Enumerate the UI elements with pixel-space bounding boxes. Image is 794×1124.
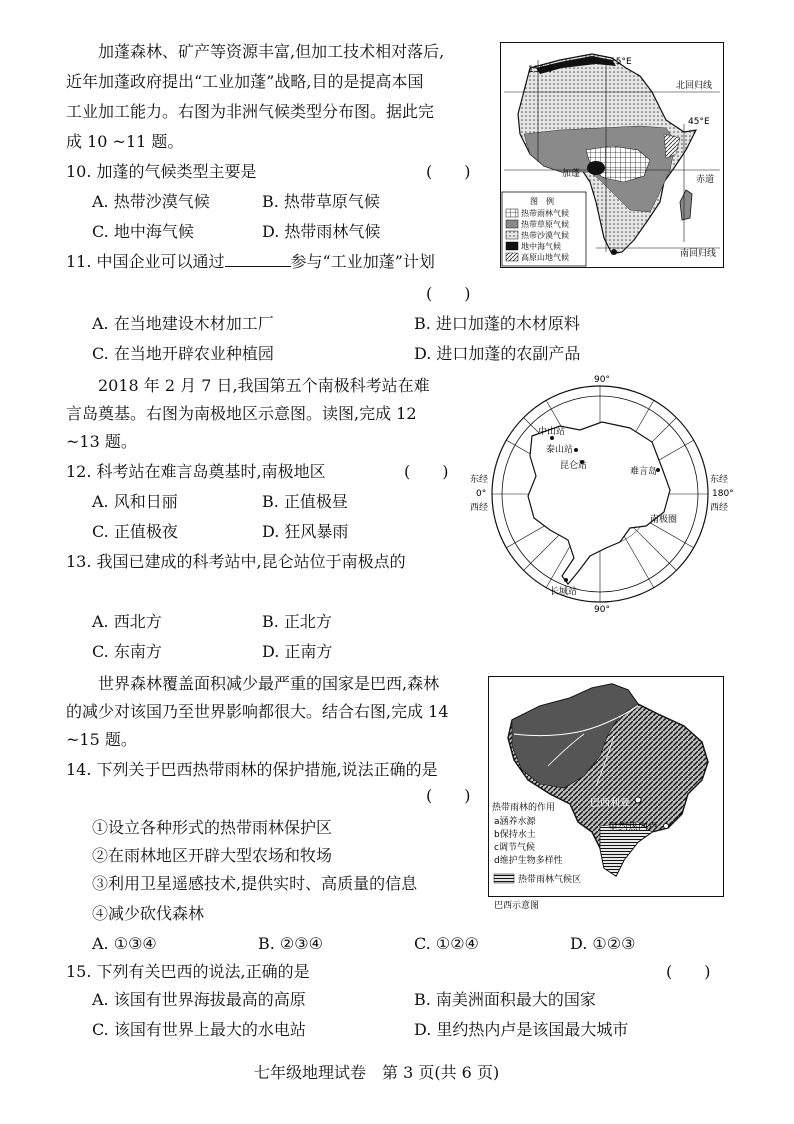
q11-fill-blank[interactable] [225, 252, 291, 267]
africa-legend [502, 192, 586, 266]
q12-option-a[interactable]: A. 风和日丽 [92, 492, 178, 511]
antarctic-label-west-left: 西经 [470, 503, 489, 513]
intro3-line1: 世界森林覆盖面积减少最严重的国家是巴西,森林 [98, 674, 440, 693]
legend-rainforest: 热带雨林气候 [521, 209, 569, 218]
intro2-line2: 言岛奠基。右图为南极地区示意图。读图,完成 12 [66, 404, 417, 423]
q11-stem [66, 252, 435, 272]
intro2-line1: 2018 年 2 月 7 日,我国第五个南极科考站在难 [98, 376, 430, 395]
africa-label-equator: 赤道 [696, 175, 715, 185]
legend-highland: 高原山地气候 [521, 253, 569, 262]
antarctic-label-90-top: 90° [594, 375, 610, 385]
q13-option-d[interactable]: D. 正南方 [262, 642, 333, 661]
africa-label-tropic-north: 北回归线 [676, 81, 713, 91]
antarctic-label-taishan: 泰山站 [546, 445, 574, 455]
brazil-legend-a: a涵养水源 [494, 817, 536, 827]
q12-stem: 12. 科考站在难言岛奠基时,南极地区 [66, 462, 326, 481]
antarctic-label-polar-circle: 南极圈 [650, 515, 678, 525]
q14-item-4: ④减少砍伐森林 [92, 904, 205, 923]
brazil-legend-c: c调节气候 [494, 843, 535, 853]
q15-option-c[interactable]: C. 该国有世界上最大的水电站 [92, 1020, 306, 1039]
brazil-legend-title: 热带雨林的作用 [492, 803, 556, 813]
brazil-legend-b: b保持水土 [494, 830, 536, 840]
intro3-line3: ~15 题。 [66, 730, 137, 749]
q15-option-b[interactable]: B. 南美洲面积最大的国家 [414, 990, 596, 1009]
antarctic-label-90-bottom: 90° [594, 605, 610, 615]
page-footer: 七年级地理试卷 第 3 页(共 6 页) [254, 1063, 500, 1082]
intro1-line1: 加蓬森林、矿产等资源丰富,但加工技术相对落后, [98, 42, 445, 61]
q10-option-a[interactable]: A. 热带沙漠气候 [92, 192, 210, 211]
q11-option-b[interactable]: B. 进口加蓬的木材原料 [414, 314, 580, 333]
antarctic-label-nanyan: 难言岛 [630, 467, 658, 477]
antarctic-map [470, 372, 746, 616]
africa-climate-map [500, 42, 724, 268]
intro1-line3: 工业加工能力。右图为非洲气候类型分布图。据此完 [66, 102, 435, 121]
q15-stem: 15. 下列有关巴西的说法,正确的是 [66, 962, 310, 981]
q12-answer-paren[interactable]: ( ) [404, 462, 449, 481]
q11-option-a[interactable]: A. 在当地建设木材加工厂 [92, 314, 274, 333]
q14-item-1: ①设立各种形式的热带雨林保护区 [92, 818, 333, 837]
q13-stem: 13. 我国已建成的科考站中,昆仑站位于南极点的 [66, 552, 406, 571]
q14-option-b[interactable]: B. ②③④ [258, 934, 323, 953]
q10-option-b[interactable]: B. 热带草原气候 [262, 192, 380, 211]
antarctic-label-zhongshan: 中山站 [538, 427, 566, 437]
q14-item-3: ③利用卫星遥感技术,提供实时、高质量的信息 [92, 874, 418, 893]
brazil-label-rio: 里约热内卢 [608, 822, 658, 833]
legend-title: 图 例 [530, 197, 554, 206]
legend-mediterranean: 地中海气候 [521, 242, 561, 251]
q15-option-a[interactable]: A. 该国有世界海拔最高的高原 [92, 990, 306, 1009]
q13-option-a[interactable]: A. 西北方 [92, 612, 162, 631]
q15-option-d[interactable]: D. 里约热内卢是该国最大城市 [414, 1020, 629, 1039]
antarctic-label-changcheng: 长城站 [550, 587, 578, 597]
africa-label-tropic-south: 南回归线 [680, 249, 717, 259]
q12-option-b[interactable]: B. 正值极昼 [262, 492, 348, 511]
q14-option-c[interactable]: C. ①②④ [414, 934, 479, 953]
antarctic-label-east-right: 东经 [710, 475, 729, 485]
q14-option-a[interactable]: A. ①③④ [92, 934, 157, 953]
legend-savanna: 热带草原气候 [521, 220, 569, 229]
intro2-line3: ~13 题。 [66, 432, 137, 451]
q10-option-c[interactable]: C. 地中海气候 [92, 222, 194, 241]
brazil-label-brasilia: 巴西利亚 [590, 798, 630, 809]
q11-answer-paren[interactable]: ( ) [426, 284, 471, 303]
q11-option-d[interactable]: D. 进口加蓬的农副产品 [414, 344, 581, 363]
q10-stem: 10. 加蓬的气候类型主要是 [66, 162, 257, 181]
brazil-map [488, 676, 724, 910]
q15-answer-paren[interactable]: ( ) [666, 962, 711, 981]
intro3-line2: 的减少对该国乃至世界影响都很大。结合右图,完成 14 [66, 702, 449, 721]
q12-option-c[interactable]: C. 正值极夜 [92, 522, 178, 541]
q14-answer-paren[interactable]: ( ) [426, 786, 471, 805]
antarctic-label-west-right: 西经 [710, 503, 729, 513]
q13-option-c[interactable]: C. 东南方 [92, 642, 162, 661]
q11-stem-part2: 参与“工业加蓬”计划 [290, 252, 435, 271]
antarctic-label-east-left: 东经 [470, 475, 489, 485]
brazil-map-caption: 巴西示意图 [494, 901, 540, 910]
q13-option-b[interactable]: B. 正北方 [262, 612, 332, 631]
brazil-legend-climate: 热带雨林气候区 [518, 875, 582, 885]
africa-label-gabon: 加蓬 [562, 169, 581, 179]
intro1-line4: 成 10 ~11 题。 [66, 132, 184, 151]
antarctic-label-0: 0° [476, 489, 487, 499]
antarctic-label-kunlun: 昆仑站 [560, 461, 588, 471]
q14-item-2: ②在雨林地区开辟大型农场和牧场 [92, 846, 333, 865]
intro1-line2: 近年加蓬政府提出“工业加蓬”战略,目的是提高本国 [66, 72, 424, 91]
q14-option-d[interactable]: D. ①②③ [570, 934, 636, 953]
q11-option-c[interactable]: C. 在当地开辟农业种植园 [92, 344, 274, 363]
africa-label-15w: 15°W [528, 65, 553, 75]
q14-stem: 14. 下列关于巴西热带雨林的保护措施,说法正确的是 [66, 760, 438, 779]
africa-label-15e: 15°E [610, 57, 632, 67]
q12-option-d[interactable]: D. 狂风暴雨 [262, 522, 349, 541]
legend-desert: 热带沙漠气候 [521, 231, 569, 240]
antarctic-label-180: 180° [712, 489, 734, 499]
q10-option-d[interactable]: D. 热带雨林气候 [262, 222, 381, 241]
q11-stem-part1: 11. 中国企业可以通过 [66, 252, 225, 271]
q10-answer-paren[interactable]: ( ) [426, 162, 471, 181]
brazil-legend-d: d维护生物多样性 [494, 856, 563, 866]
africa-label-45e: 45°E [688, 117, 710, 127]
